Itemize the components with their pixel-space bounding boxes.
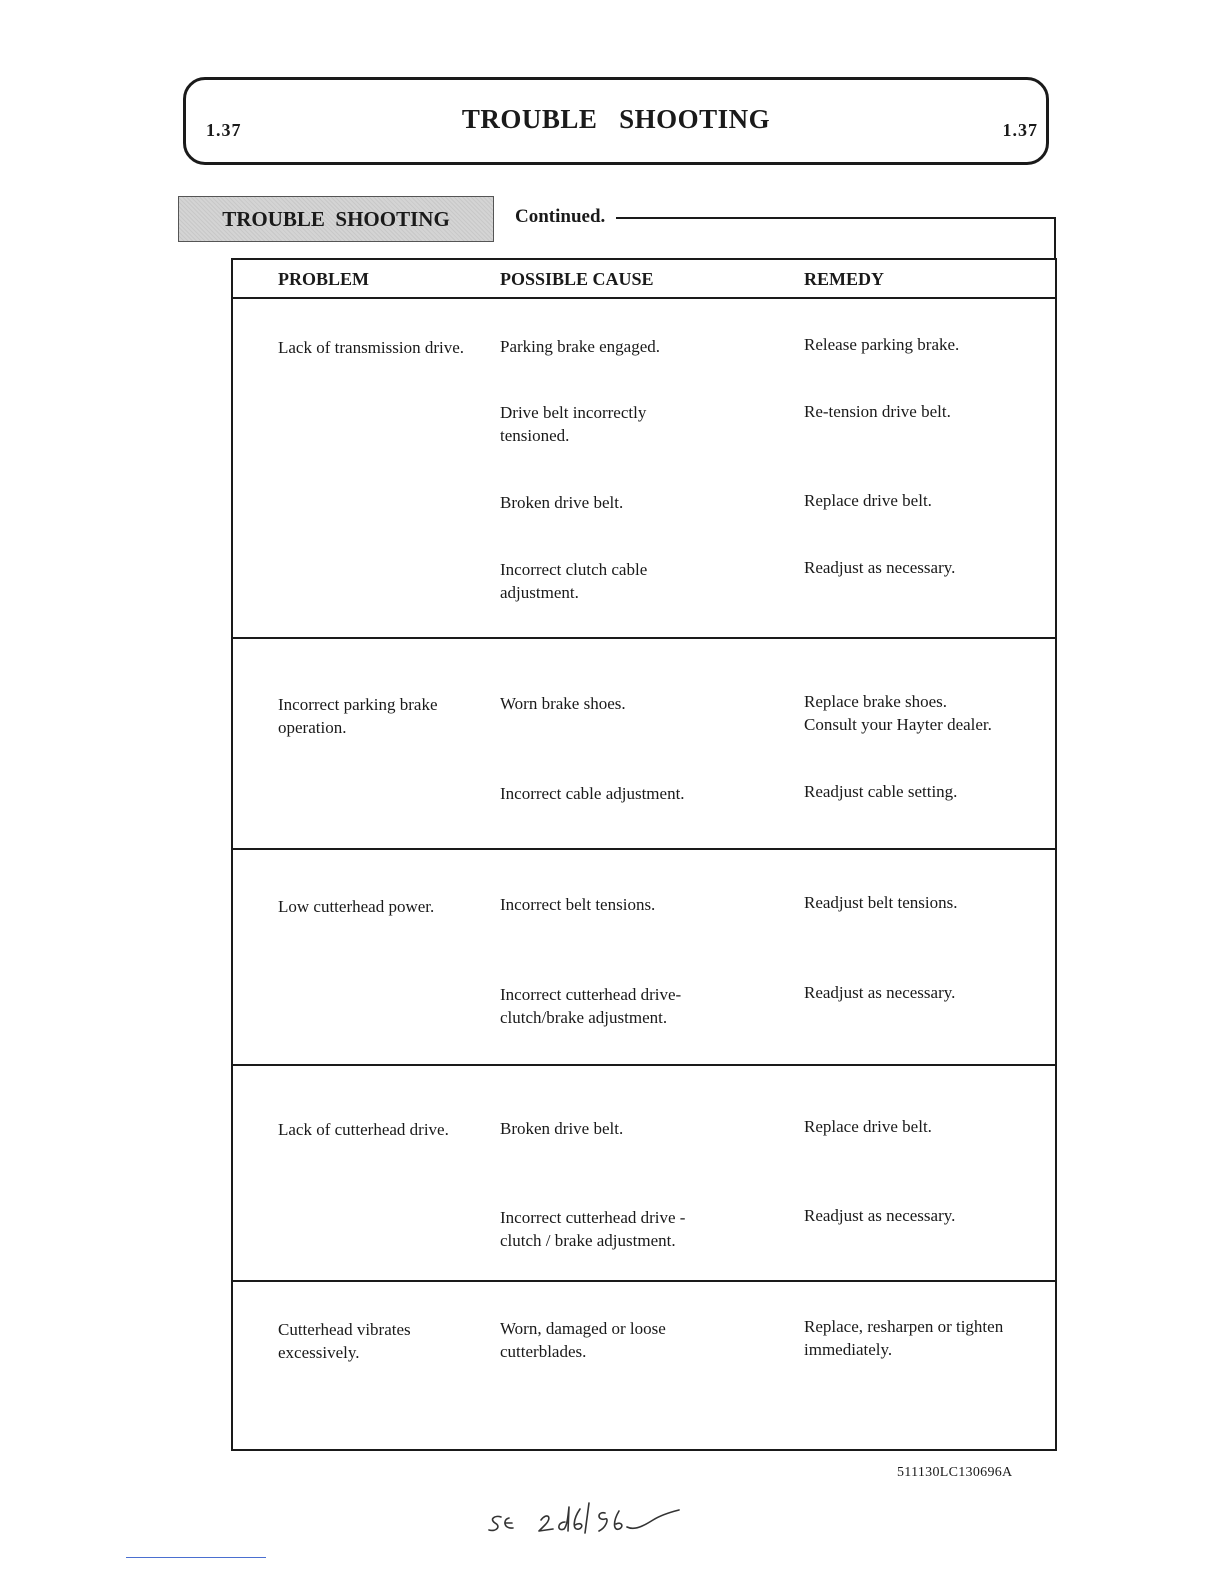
remedy-cell: Replace drive belt. [804,1117,932,1136]
group-divider [233,848,1055,850]
remedy-cell: Readjust as necessary. [804,983,956,1002]
problem-cell: Lack of cutterhead drive. [278,1120,449,1139]
continued-rule [616,217,1056,219]
remedy-cell [804,690,1044,736]
page-number-left: 1.37 [206,120,242,140]
remedy-line: Replace brake shoes. [804,692,948,711]
cause-cell: Broken drive belt. [500,493,624,512]
cause-cell: Worn brake shoes. [500,694,626,713]
cause-cell: Broken drive belt. [500,1119,624,1138]
remedy-cell: Readjust cable setting. [804,782,958,801]
group-divider [233,1064,1055,1066]
continued-label: Continued. [515,206,606,227]
cause-cell: Drive belt incorrectly tensioned. [500,403,647,445]
column-header-problem: PROBLEM [278,269,370,289]
signature-stroke-6b [615,1511,622,1529]
cause-cell: Parking brake engaged. [500,337,661,356]
problem-cell: Incorrect parking brake operation. [278,695,438,737]
remedy-cell: Readjust as necessary. [804,558,956,577]
page-number-right: 1.37 [1002,120,1038,140]
page-title: TROUBLE SHOOTING [461,104,771,134]
cause-cell: Incorrect cutterhead drive - clutch / brake adjustment. [500,1208,686,1250]
cause-cell: Incorrect cutterhead drive-clutch/brake adjustment. [500,985,682,1027]
problem-cell: Low cutterhead power. [278,897,435,916]
handwritten-signature [485,1495,685,1545]
remedy-cell: Re-tension drive belt. [804,402,951,421]
remedy-cell: Release parking brake. [804,335,960,354]
signature-stroke-2 [539,1516,553,1531]
cause-cell: Worn, damaged or loose cutterblades. [500,1319,666,1361]
cause-cell: Incorrect belt tensions. [500,895,656,914]
column-header-cause: POSSIBLE CAUSE [500,269,654,289]
group-divider [233,637,1055,639]
remedy-line: Consult your Hayter dealer. [804,715,992,734]
signature-stroke-s [489,1516,501,1530]
signature-stroke-9 [599,1513,607,1531]
signature-stroke-slash [585,1503,589,1533]
footer-rule [126,1557,266,1558]
header-divider [233,297,1055,299]
column-header-remedy: REMEDY [804,269,884,289]
signature-stroke-d [559,1507,569,1531]
cause-cell: Incorrect cable adjustment. [500,784,685,803]
cause-cell: Incorrect clutch cable adjustment. [500,560,648,602]
continued-rule-vertical [1054,217,1056,259]
problem-cell: Lack of transmission drive. [278,338,465,357]
remedy-cell: Replace drive belt. [804,491,932,510]
group-divider [233,1280,1055,1282]
remedy-cell: Replace, resharpen or tighten immediately. [804,1317,1004,1359]
signature-stroke-tail [627,1510,679,1528]
problem-cell: Cutterhead vibrates excessively. [278,1320,411,1362]
remedy-cell: Readjust as necessary. [804,1206,956,1225]
section-tag: TROUBLE SHOOTING [178,196,494,242]
signature-stroke-6a [574,1509,582,1529]
document-code: 511130LC130696A [897,1465,1013,1480]
page-header [183,77,1049,165]
remedy-cell: Readjust belt tensions. [804,893,958,912]
signature-stroke-e [505,1518,513,1528]
